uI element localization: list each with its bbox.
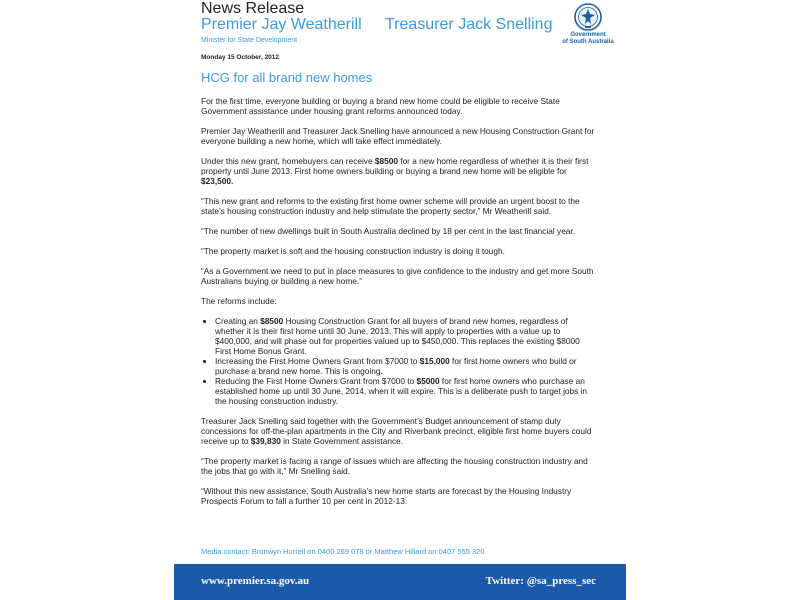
- headline: HCG for all brand new homes: [201, 70, 373, 85]
- media-contact: Media contact: Bronwyn Hurrell on 0400 269 078 or Matthew Hillard on 0407 555 320: [201, 547, 485, 556]
- reform-item: • Increasing the First Home Owners Grant from $7000 to $15,000 for first home owners who build or purchase a brand new home. This is ongoing.: [215, 356, 596, 376]
- footer-website-link[interactable]: www.premier.sa.gov.au: [201, 575, 310, 587]
- paragraph: For the first time, everyone building or buying a brand new home could be eligible to receive State Government assistance under housing grant reforms announced today.: [201, 96, 560, 116]
- paragraph: Premier Jay Weatherill and Treasurer Jack Snelling have announced a new Housing Construction Grant for everyone building a new home, which will take effect immediately.: [201, 126, 595, 146]
- news-release-title: News Release: [201, 0, 305, 17]
- government-logo: [558, 2, 618, 50]
- paragraph: “The property market is facing a range of issues which are affecting the housing construction industry and the jobs that go with it,” Mr Snelling said.: [201, 456, 588, 476]
- reform-item: • Reducing the First Home Owners Grant from $7000 to $5000 for first home owners who purchase an established home up until 30 June, 2014, when it will expire. This is a deliberate push to target jobs in the housing construction industry.: [215, 376, 596, 406]
- footer-bar: [174, 564, 626, 600]
- paragraph: “This new grant and reforms to the existing first home owner scheme will provide an urgent boost to the state’s housing construction industry and help stimulate the property sector,” Mr Weatherill said.: [201, 196, 580, 216]
- release-date: Monday 15 October, 2012: [201, 54, 280, 61]
- premier-role: Minister for State Development: [201, 37, 298, 44]
- logo-text-south-australia: of South Australia: [562, 39, 614, 45]
- paragraph: “As a Government we need to put in place measures to give confidence to the industry and get more South Australians buying or building a new home.”: [201, 266, 594, 286]
- paragraph: Treasurer Jack Snelling said together with the Government’s Budget announcement of stamp duty concessions for off-the-plan apartments in the City and Riverbank precinct, eligible first home buyers could receive up to $39,830 in State Government assistance.: [201, 416, 592, 446]
- article-body: [201, 96, 596, 516]
- treasurer-name: Treasurer Jack Snelling: [385, 16, 553, 33]
- reforms-list: [201, 316, 596, 406]
- government-crest-icon: [574, 2, 602, 32]
- footer-twitter-link[interactable]: Twitter: @sa_press_sec: [485, 575, 596, 587]
- paragraph: “The number of new dwellings built in South Australia declined by 18 per cent in the last financial year.: [201, 226, 576, 236]
- premier-name: Premier Jay Weatherill: [201, 16, 362, 33]
- reform-item: • Creating an $8500 Housing Construction Grant for all buyers of brand new homes, regardless of whether it is their first home until 30 June, 2013. This will apply to properties with a value up to $400,000, and will phase out for properties valued up to $450,000. This replaces the existing $8000 First Home Bonus Grant.: [215, 316, 596, 356]
- paragraph: “Without this new assistance, South Australia’s new home starts are forecast by the Housing Industry Prospects Forum to fall a further 10 per cent in 2012-13.: [201, 486, 572, 506]
- paragraph: Under this new grant, homebuyers can receive $8500 for a new home regardless of whether it is their first property until June 2013. First home owners building or buying a brand new home will be eligible for $23,500.: [201, 156, 589, 186]
- reforms-label: The reforms include:: [201, 296, 277, 306]
- paragraph: “The property market is soft and the housing construction industry is doing it tough.: [201, 246, 505, 256]
- logo-text-government: Government: [570, 32, 606, 38]
